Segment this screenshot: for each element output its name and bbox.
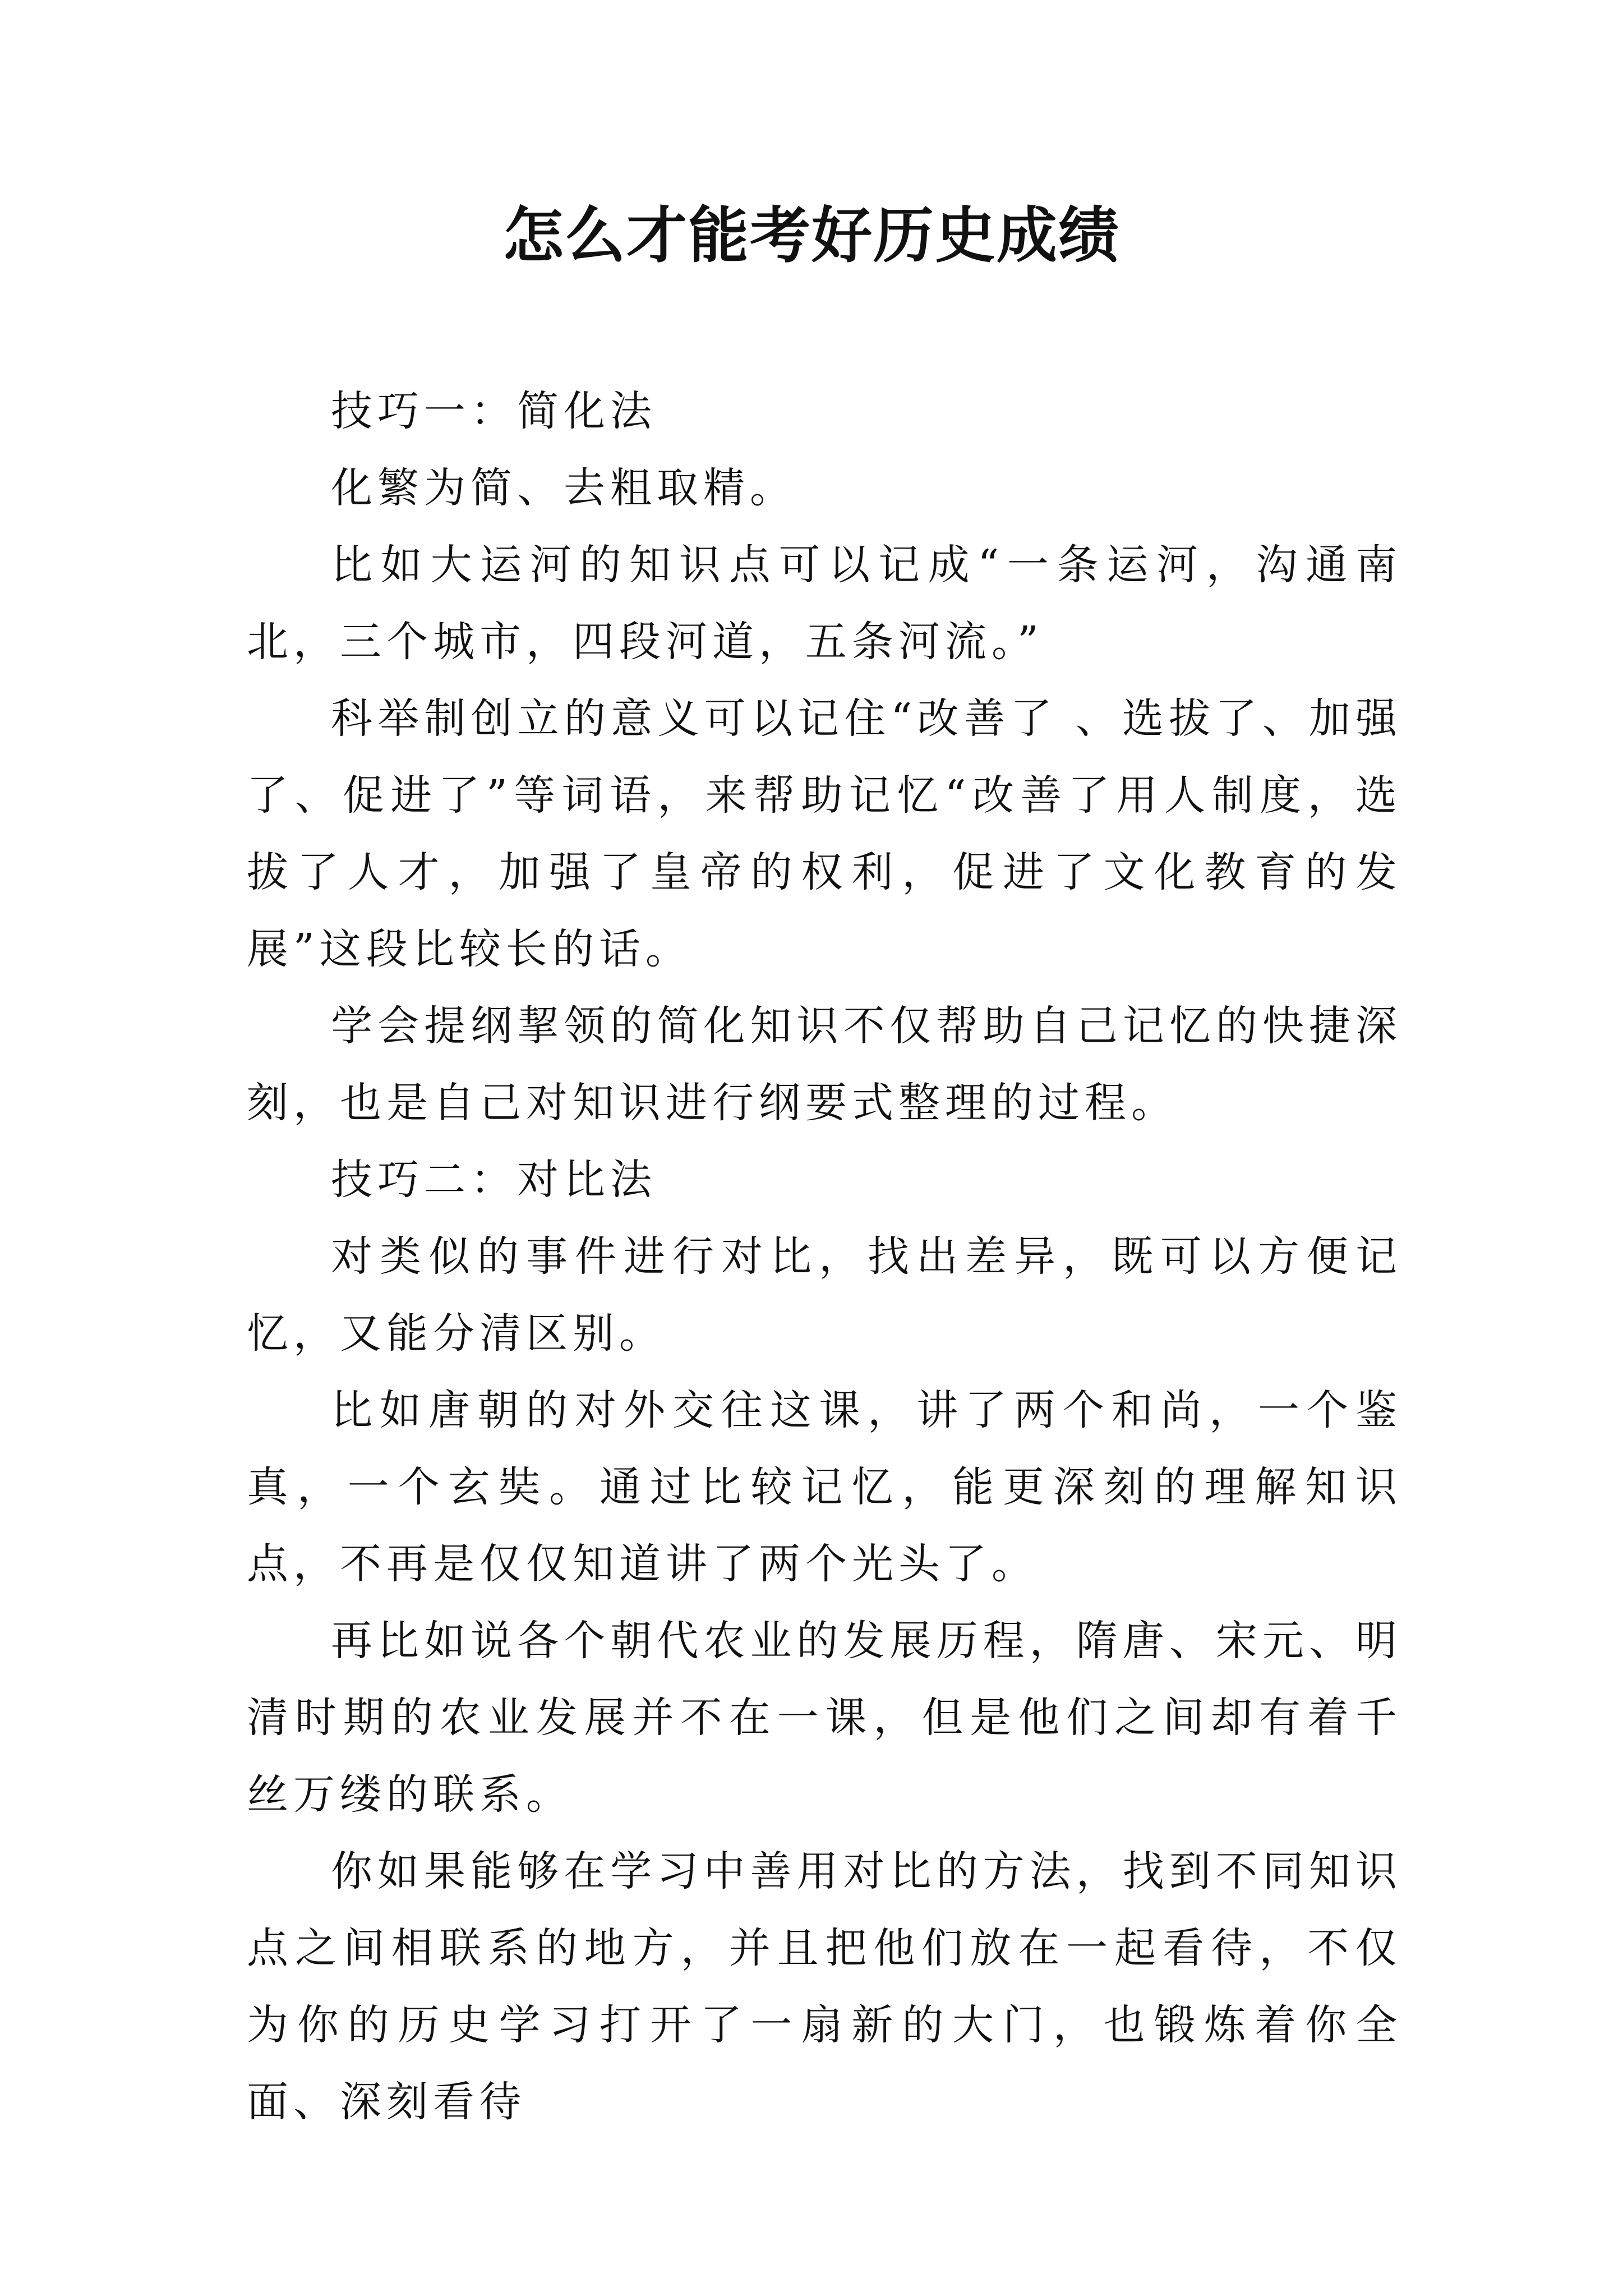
document-title: 怎么才能考好历史成绩 [502,200,1120,271]
paragraph: 化繁为简、去粗取精。 [331,464,796,512]
paragraph: 比如唐朝的对外交往这课，讲了两个和尚，一个鉴真，一个玄奘。通过比较记忆，能更深刻的理解知识点，不再是仅仅知道讲了两个光头了。 [247,1386,1402,1588]
paragraph: 技巧一：简化法 [331,387,657,435]
paragraph: 再比如说各个朝代农业的发展历程，隋唐、宋元、明清时期的农业发展并不在一课，但是他们之间却有着千丝万缕的联系。 [247,1617,1402,1819]
paragraph: 你如果能够在学习中善用对比的方法，找到不同知识点之间相联系的地方，并且把他们放在一起看待，不仅为你的历史学习打开了一扇新的大门，也锻炼着你全面、深刻看待 [247,1847,1402,2126]
paragraph: 技巧二：对比法 [331,1156,657,1204]
paragraph: 学会提纲挈领的简化知识不仅帮助自己记忆的快捷深刻，也是自己对知识进行纲要式整理的过程。 [247,1002,1402,1127]
document-body [247,373,1402,2141]
paragraph: 对类似的事件进行对比，找出差异，既可以方便记忆，又能分清区别。 [247,1232,1402,1358]
paragraph: 比如大运河的知识点可以记成“一条运河，沟通南北，三个城市，四段河道，五条河流。” [247,541,1402,666]
paragraph: 科举制创立的意义可以记住“改善了 、选拔了、加强了、促进了”等词语，来帮助记忆“改善了用人制度，选拔了人才，加强了皇帝的权利，促进了文化教育的发展”这段比较长的话。 [247,694,1402,973]
